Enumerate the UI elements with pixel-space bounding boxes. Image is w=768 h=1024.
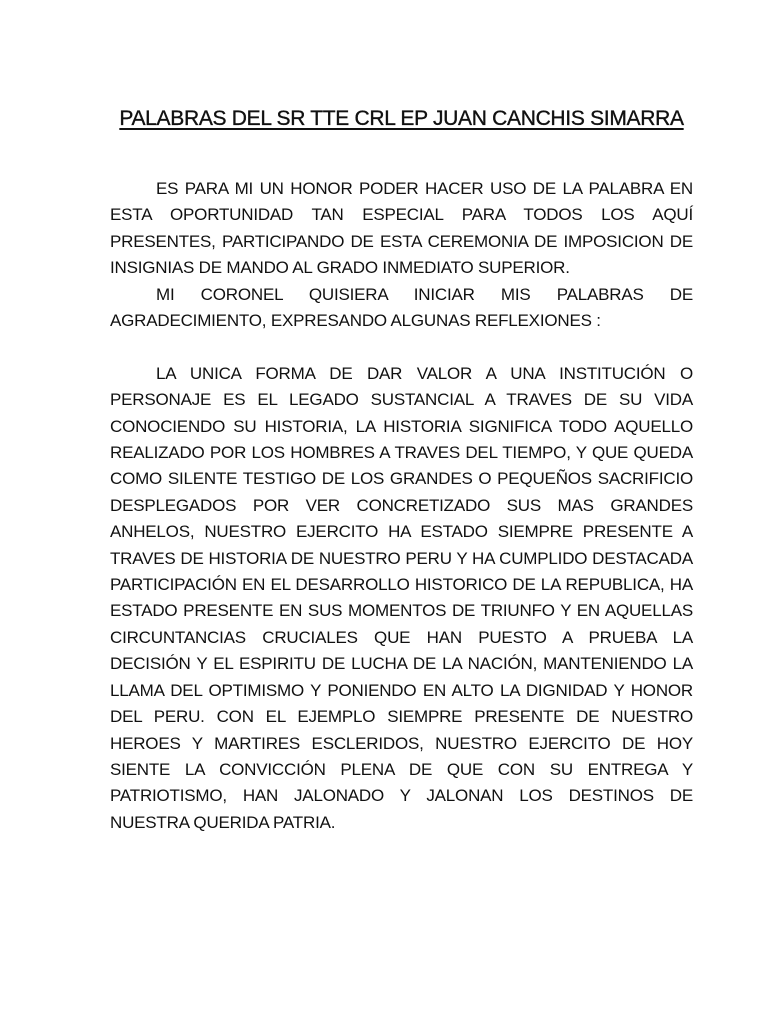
paragraph-reflexiones: MI CORONEL QUISIERA INICIAR MIS PALABRAS DE AGRADECIMIENTO, EXPRESANDO ALGUNAS REFLEXIONES : bbox=[110, 284, 693, 331]
paragraph-honor: ES PARA MI UN HONOR PODER HACER USO DE LA PALABRA EN ESTA OPORTUNIDAD TAN ESPECIAL PARA TODOS LOS AQUÍ PRESENTES, PARTICIPANDO DE ESTA CEREMONIA DE IMPOSICION DE INSIGNIAS DE MANDO AL GRADO INMEDIATO SUPERIOR. bbox=[110, 179, 693, 278]
document-title: PALABRAS DEL SR TTE CRL EP JUAN CANCHIS SIMARRA bbox=[119, 107, 684, 130]
paragraph-historia: LA UNICA FORMA DE DAR VALOR A UNA INSTITUCIÓN O PERSONAJE ES EL LEGADO SUSTANCIAL A TRAVES DE SU VIDA CONOCIENDO SU HISTORIA, LA HISTORIA SIGNIFICA TODO AQUELLO REALIZADO POR LOS HOMBRES A TRAVES DEL TIEMPO, Y QUE QUEDA COMO SILENTE TESTIGO DE LOS GRANDES O PEQUEÑOS SACRIFICIO DESPLEGADOS POR VER CONCRETIZADO SUS MAS GRANDES ANHELOS, NUESTRO EJERCITO HA ESTADO SIEMPRE PRESENTE A TRAVES DE HISTORIA DE NUESTRO PERU Y HA CUMPLIDO DESTACADA PARTICIPACIÓN EN EL DESARROLLO HISTORICO DE LA REPUBLICA, HA ESTADO PRESENTE EN SUS MOMENTOS DE TRIUNFO Y EN AQUELLAS CIRCUNTANCIAS CRUCIALES QUE HAN PUESTO A PRUEBA LA DECISIÓN Y EL ESPIRITU DE LUCHA DE LA NACIÓN, MANTENIENDO LA LLAMA DEL OPTIMISMO Y PONIENDO EN ALTO LA DIGNIDAD Y HONOR DEL PERU. CON EL EJEMPLO SIEMPRE PRESENTE DE NUESTRO HEROES Y MARTIRES ESCLERIDOS, NUESTRO EJERCITO DE HOY SIENTE LA CONVICCIÓN PLENA DE QUE CON SU ENTREGA Y PATRIOTISMO, HAN JALONADO Y JALONAN LOS DESTINOS DE NUESTRA QUERIDA PATRIA. bbox=[110, 363, 693, 832]
document-body bbox=[110, 176, 693, 836]
paragraph-spacer bbox=[110, 334, 693, 360]
